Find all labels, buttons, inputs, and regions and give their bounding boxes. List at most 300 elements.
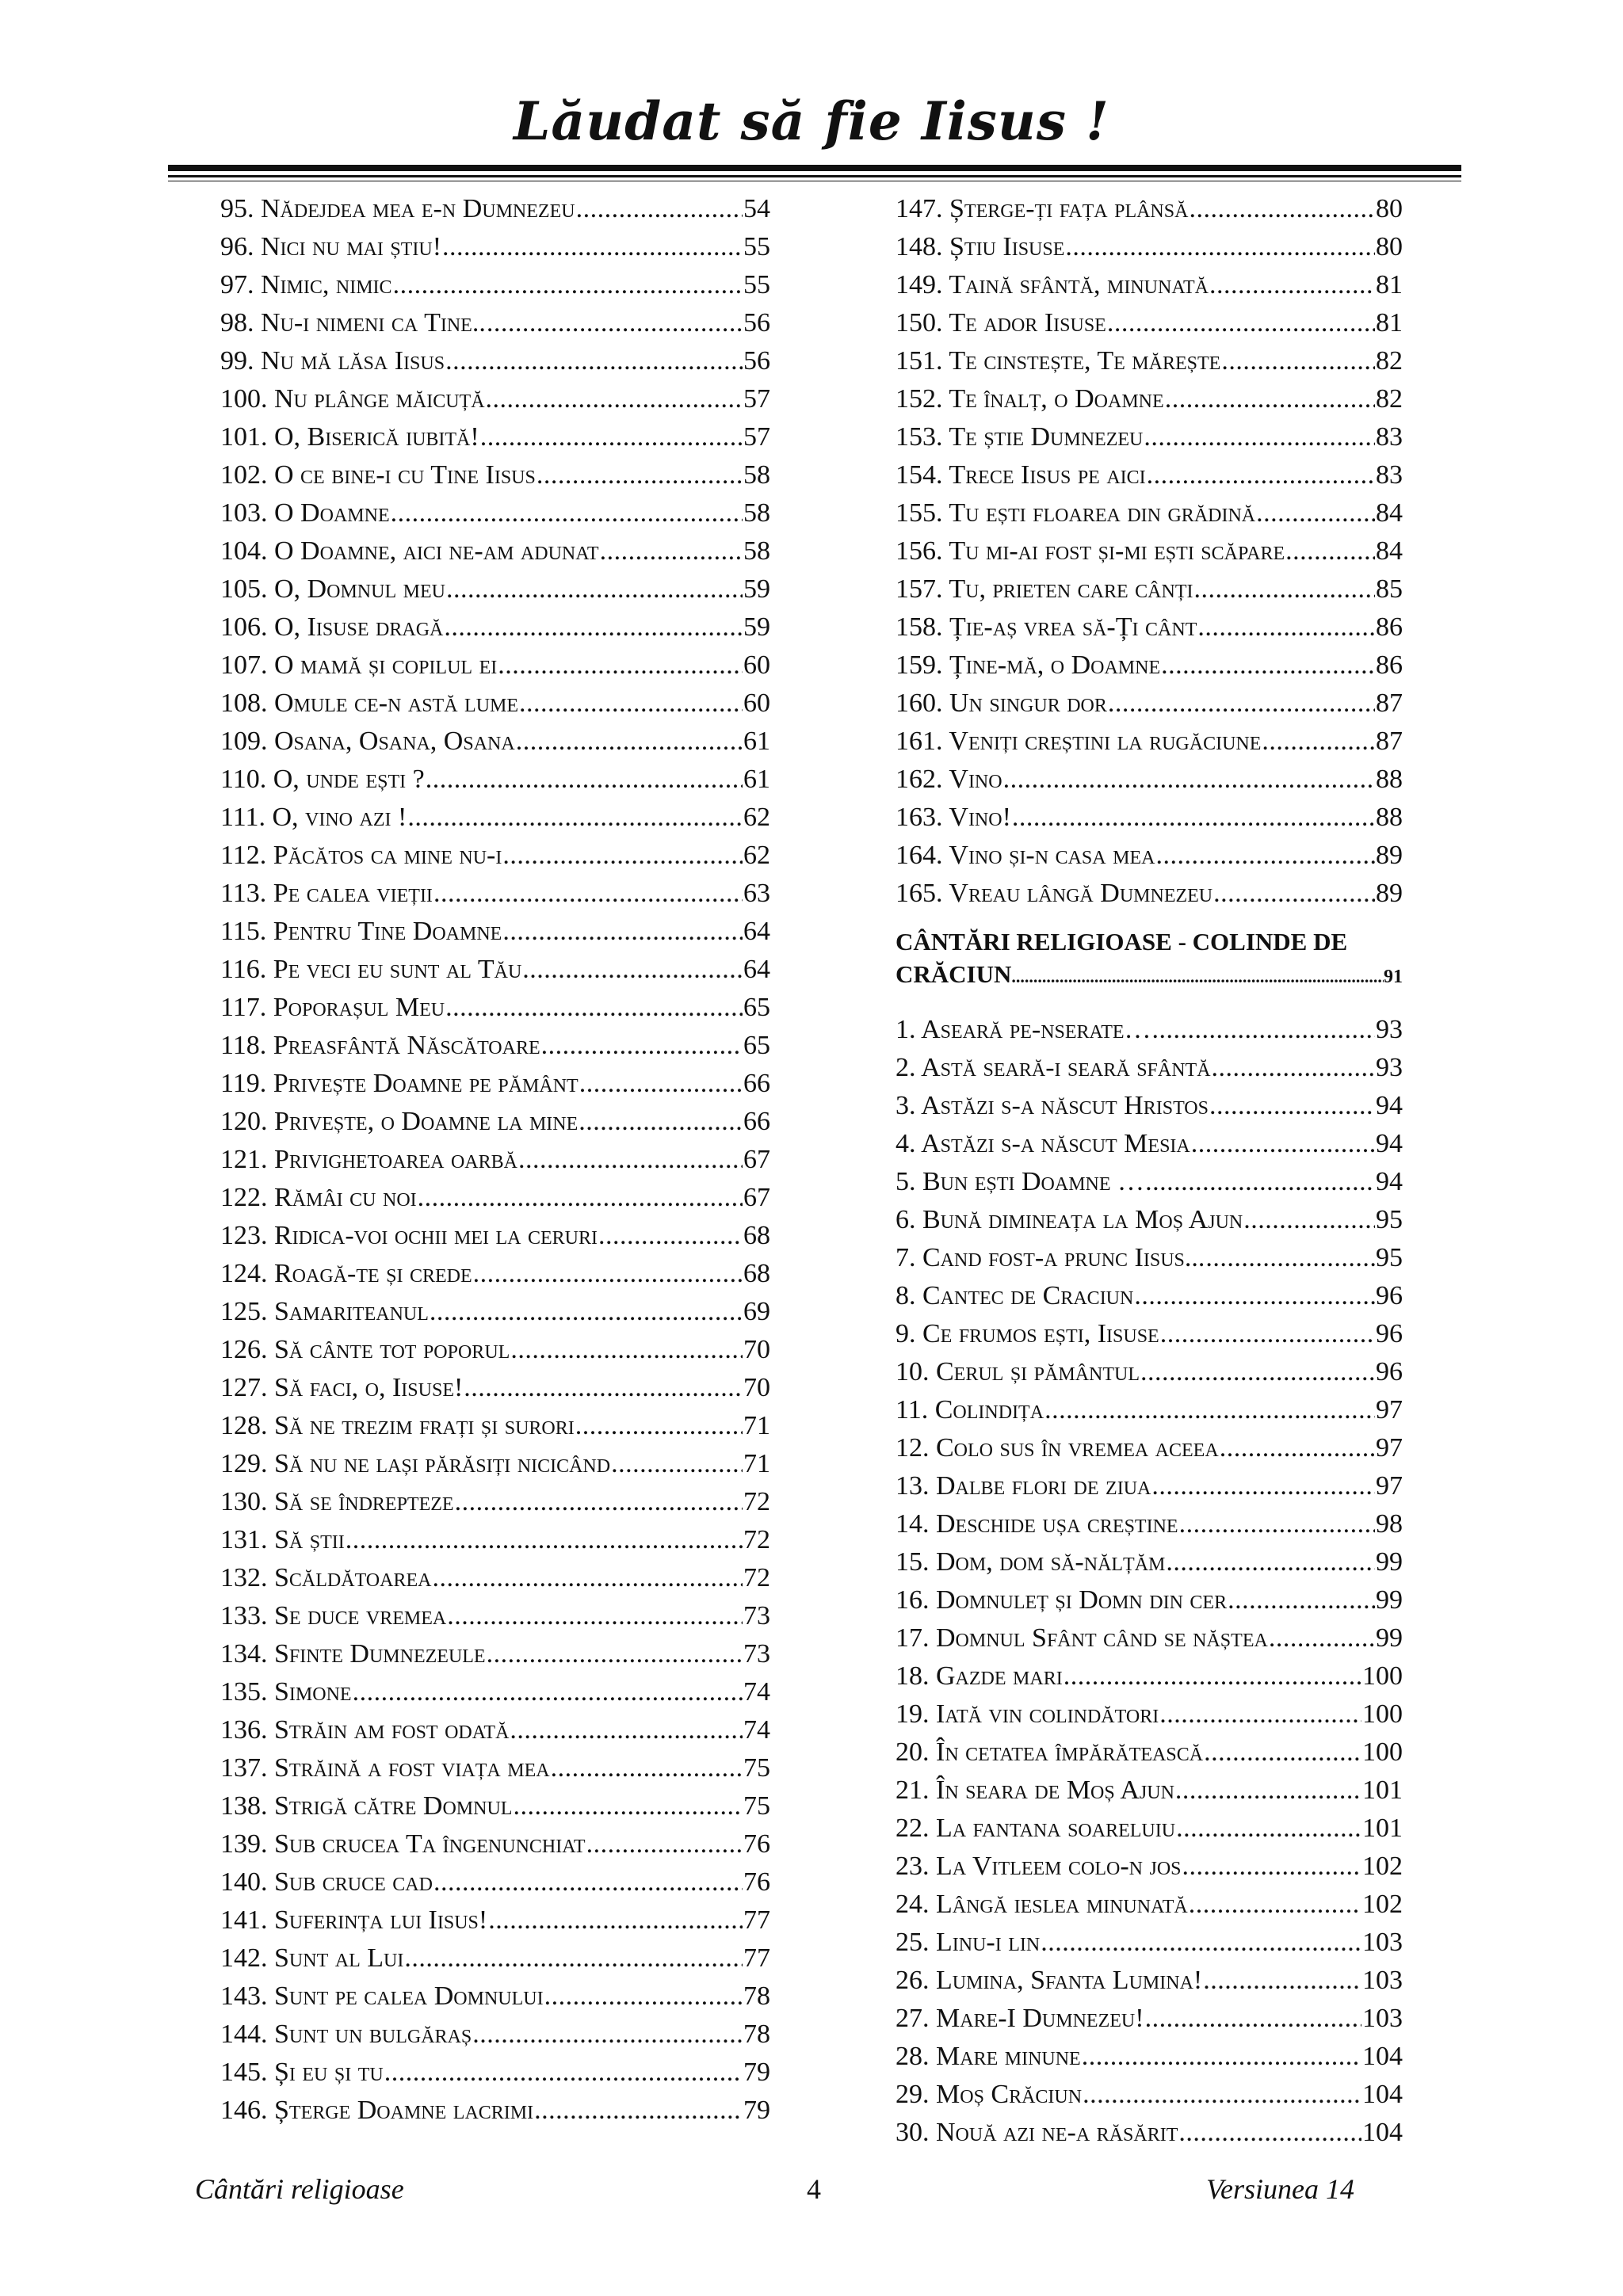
toc-entry-page: 96: [1376, 1319, 1403, 1348]
leader-dots: [404, 1939, 743, 1978]
toc-entry[interactable]: [896, 456, 1403, 494]
toc-entry[interactable]: [896, 875, 1403, 913]
section-title-line1: CÂNTĂRI RELIGIOASE - COLINDE DE: [896, 928, 1348, 955]
toc-entry-page: 97: [1376, 1433, 1403, 1463]
toc-entry-page: 104: [1362, 2118, 1403, 2147]
toc-entry[interactable]: [220, 1217, 770, 1255]
leader-dots: [598, 1217, 743, 1255]
leader-dots: [473, 1255, 743, 1293]
toc-entry[interactable]: [896, 494, 1403, 532]
toc-entry[interactable]: [896, 2114, 1403, 2152]
toc-entry-page: 103: [1362, 1928, 1403, 1957]
toc-entry-title: 121. Privighetoarea oarbă: [220, 1145, 517, 1174]
toc-entry[interactable]: [220, 1141, 770, 1179]
leader-dots: [433, 1863, 743, 1901]
toc-entry[interactable]: [220, 342, 770, 380]
leader-dots: [1152, 1011, 1375, 1049]
leader-dots: [510, 1711, 743, 1749]
toc-entry-page: 97: [1376, 1395, 1403, 1425]
toc-entry-title: 19. Iată vin colindători: [896, 1699, 1159, 1729]
toc-entry[interactable]: [220, 1369, 770, 1407]
toc-entry[interactable]: [896, 1695, 1403, 1733]
toc-entry[interactable]: [896, 2076, 1403, 2114]
toc-entry-title: 116. Pe veci eu sunt al Tău: [220, 955, 522, 984]
toc-entry[interactable]: [896, 418, 1403, 456]
toc-entry-page: 72: [743, 1563, 770, 1592]
toc-entry[interactable]: [896, 1011, 1403, 1049]
toc-entry-page: 99: [1376, 1623, 1403, 1653]
toc-entry-title: 23. La Vitleem colo-n jos: [896, 1852, 1182, 1881]
toc-entry[interactable]: [220, 304, 770, 342]
toc-entry[interactable]: [896, 1581, 1403, 1619]
leader-dots: [430, 1293, 743, 1331]
leader-dots: [1221, 342, 1375, 380]
toc-entry-title: 109. Osana, Osana, Osana: [220, 727, 515, 756]
toc-entry[interactable]: [896, 1657, 1403, 1695]
toc-entry-title: 151. Te cinstește, Te mărește: [896, 346, 1221, 376]
leader-dots: [1191, 1125, 1375, 1163]
toc-entry[interactable]: [220, 1901, 770, 1939]
toc-entry[interactable]: [220, 1939, 770, 1978]
toc-entry-page: 68: [743, 1259, 770, 1288]
toc-entry-page: 96: [1376, 1281, 1403, 1310]
toc-entry[interactable]: [220, 494, 770, 532]
leader-dots: [384, 2054, 743, 2092]
toc-entry-title: 138. Strigă către Domnul: [220, 1791, 513, 1821]
toc-entry[interactable]: [220, 1103, 770, 1141]
toc-entry[interactable]: [896, 380, 1403, 418]
toc-entry-title: 13. Dalbe flori de ziua: [896, 1471, 1151, 1501]
toc-entry-page: 72: [743, 1487, 770, 1516]
toc-entry[interactable]: [896, 1543, 1403, 1581]
leader-dots: [534, 2092, 743, 2130]
toc-entry-title: 128. Să ne trezim frați și surori: [220, 1411, 575, 1440]
toc-entry-title: 135. Simone: [220, 1677, 352, 1707]
toc-entry-page: 54: [743, 194, 770, 223]
footer-book-title: Cântări religioase: [195, 2173, 404, 2205]
leader-dots: [502, 913, 743, 951]
toc-entry[interactable]: [220, 1787, 770, 1825]
leader-dots: [1178, 2114, 1361, 2152]
toc-entry-title: 150. Te ador Iisuse: [896, 308, 1106, 338]
toc-entry-title: 162. Vino: [896, 765, 1002, 794]
toc-entry-title: 163. Vino!: [896, 803, 1011, 832]
leader-dots: [1179, 1505, 1375, 1543]
toc-entry-page: 81: [1376, 270, 1403, 299]
footer-version: Versiunea 14: [1206, 2173, 1354, 2205]
toc-entry-page: 77: [743, 1943, 770, 1973]
toc-entry[interactable]: [220, 2054, 770, 2092]
section-title-text: CRĂCIUN: [896, 960, 1012, 988]
toc-entry-title: 158. Ție-aș vrea să-Ți cânt: [896, 612, 1197, 642]
toc-entry[interactable]: [220, 1559, 770, 1597]
toc-entry[interactable]: [896, 304, 1403, 342]
leader-dots: [1140, 1353, 1375, 1391]
toc-entry[interactable]: [896, 228, 1403, 266]
toc-entry[interactable]: [220, 1445, 770, 1483]
toc-entry[interactable]: [220, 913, 770, 951]
toc-entry[interactable]: [220, 1597, 770, 1635]
leader-dots: [472, 2016, 743, 2054]
toc-entry[interactable]: [896, 1886, 1403, 1924]
toc-entry-page: 70: [743, 1373, 770, 1402]
leader-dots: [522, 951, 743, 989]
toc-entry-page: 58: [743, 460, 770, 490]
toc-entry-page: 55: [743, 270, 770, 299]
leader-dots: [575, 1407, 743, 1445]
leader-dots: [1107, 304, 1375, 342]
toc-entry[interactable]: [220, 723, 770, 761]
toc-entry-title: 126. Să cânte tot poporul: [220, 1335, 510, 1364]
toc-entry[interactable]: [896, 1467, 1403, 1505]
toc-entry[interactable]: [220, 1863, 770, 1901]
toc-entry[interactable]: [220, 1521, 770, 1559]
toc-entry-title: 110. O, unde ești ?: [220, 765, 425, 794]
leader-dots: [551, 1749, 743, 1787]
toc-entry-page: 58: [743, 536, 770, 566]
toc-entry[interactable]: [220, 989, 770, 1027]
toc-entry-title: 28. Mare minune: [896, 2042, 1081, 2071]
toc-entry[interactable]: [220, 1635, 770, 1673]
toc-entry[interactable]: [220, 418, 770, 456]
toc-entry-title: 104. O Doamne, aici ne-am adunat: [220, 536, 599, 566]
toc-entry[interactable]: [896, 799, 1403, 837]
toc-entry[interactable]: [220, 685, 770, 723]
toc-entry[interactable]: [220, 380, 770, 418]
toc-entry[interactable]: [896, 1810, 1403, 1848]
toc-entry-page: 82: [1376, 346, 1403, 376]
toc-entry-title: 97. Nimic, nimic: [220, 270, 392, 299]
leader-dots: [446, 570, 743, 608]
leader-dots: [1012, 799, 1375, 837]
toc-entry-page: 76: [743, 1829, 770, 1859]
leader-dots: [393, 266, 743, 304]
toc-entry[interactable]: [220, 1179, 770, 1217]
toc-entry-title: 118. Preasfântă Născătoare: [220, 1031, 540, 1060]
leader-dots: [487, 304, 743, 342]
toc-entry[interactable]: [896, 608, 1403, 646]
leader-dots: [418, 1179, 743, 1217]
toc-entry[interactable]: [896, 1429, 1403, 1467]
toc-entry[interactable]: [220, 1027, 770, 1065]
leader-dots: [541, 1027, 743, 1065]
leader-dots: [1212, 1049, 1375, 1087]
toc-entry-page: 97: [1376, 1471, 1403, 1501]
leader-dots: [502, 837, 743, 875]
toc-entry-title: 127. Să faci, o, Iisuse!: [220, 1373, 464, 1402]
toc-entry-title: 3. Astăzi s-a născut Hristos: [896, 1091, 1209, 1120]
toc-entry[interactable]: [896, 1848, 1403, 1886]
leader-dots: [1166, 1543, 1375, 1581]
leader-dots: [445, 342, 743, 380]
leader-dots: [426, 761, 743, 799]
leader-dots: [1285, 532, 1375, 570]
toc-entry-page: 94: [1376, 1091, 1403, 1120]
toc-entry-page: 84: [1376, 536, 1403, 566]
toc-entry-title: 137. Străină a fost viața mea: [220, 1753, 550, 1783]
toc-entry-title: 103. O Doamne: [220, 498, 390, 528]
toc-entry-page: 59: [743, 612, 770, 642]
toc-entry-title: 17. Domnul Sfânt când se năștea: [896, 1623, 1268, 1653]
toc-entry[interactable]: [220, 532, 770, 570]
toc-entry-title: 18. Gazde mari: [896, 1661, 1063, 1691]
toc-entry[interactable]: [220, 1293, 770, 1331]
toc-entry-title: 101. O, Biserică iubită!: [220, 422, 479, 452]
leader-dots: [1243, 1201, 1375, 1239]
toc-entry-title: 96. Nici nu mai știu!: [220, 232, 442, 261]
toc-entry[interactable]: [220, 799, 770, 837]
toc-entry-page: 75: [743, 1753, 770, 1783]
leader-dots: [510, 1331, 743, 1369]
leader-dots: [611, 1445, 743, 1483]
toc-entry[interactable]: [896, 1201, 1403, 1239]
leader-dots: [1145, 1163, 1375, 1201]
toc-entry[interactable]: [220, 1711, 770, 1749]
toc-entry[interactable]: [896, 190, 1403, 228]
toc-entry-title: 106. O, Iisuse dragă: [220, 612, 444, 642]
leader-dots: [1159, 1695, 1361, 1733]
toc-entry-page: 77: [743, 1905, 770, 1935]
toc-entry[interactable]: [896, 1733, 1403, 1772]
toc-entry-title: 6. Bună dimineața la Moș Ajun: [896, 1205, 1243, 1234]
leader-dots: [1269, 1619, 1375, 1657]
leader-dots: [1155, 837, 1375, 875]
toc-entry-title: 95. Nădejdea mea e-n Dumnezeu: [220, 194, 575, 223]
toc-entry-page: 67: [743, 1183, 770, 1212]
toc-entry[interactable]: [896, 1924, 1403, 1962]
toc-entry[interactable]: [896, 646, 1403, 685]
leader-dots: [1144, 418, 1375, 456]
toc-entry-page: 61: [743, 765, 770, 794]
toc-entry-title: 25. Linu-i lin: [896, 1928, 1041, 1957]
toc-entry-page: 79: [743, 2096, 770, 2125]
toc-entry[interactable]: [896, 1163, 1403, 1201]
leader-dots: [1041, 1924, 1361, 1962]
toc-entry[interactable]: [220, 1825, 770, 1863]
toc-entry-page: 100: [1362, 1737, 1403, 1767]
toc-entry-page: 78: [743, 2019, 770, 2049]
header-rule-medium: [168, 175, 1461, 177]
leader-dots: [455, 1483, 743, 1521]
toc-entry[interactable]: [220, 646, 770, 685]
toc-entry[interactable]: [896, 1239, 1403, 1277]
toc-entry-page: 78: [743, 1981, 770, 2011]
toc-entry-page: 60: [743, 650, 770, 680]
leader-dots: [579, 1103, 743, 1141]
toc-entry-title: 16. Domnuleț și Domn din cer: [896, 1585, 1228, 1615]
leader-dots: [1176, 1810, 1361, 1848]
toc-entry[interactable]: [220, 875, 770, 913]
leader-dots: [1205, 1239, 1375, 1277]
leader-dots: [586, 1825, 743, 1863]
toc-entry[interactable]: [220, 1407, 770, 1445]
toc-entry-page: 94: [1376, 1167, 1403, 1196]
toc-entry[interactable]: [220, 190, 770, 228]
toc-entry-page: 93: [1376, 1015, 1403, 1044]
toc-right-top-list: [896, 190, 1403, 913]
toc-entry[interactable]: [220, 608, 770, 646]
leader-dots: [519, 685, 743, 723]
toc-entry[interactable]: [896, 2038, 1403, 2076]
toc-entry-title: 139. Sub crucea Ta îngenunchiat: [220, 1829, 586, 1859]
leader-dots: [1147, 456, 1375, 494]
toc-entry-page: 62: [743, 841, 770, 870]
leader-dots: [1083, 2076, 1361, 2114]
toc-entry[interactable]: [896, 1125, 1403, 1163]
toc-entry-page: 73: [743, 1601, 770, 1630]
toc-entry[interactable]: [220, 2092, 770, 2130]
toc-entry-title: 98. Nu-i nimeni ca Tine..: [220, 308, 486, 338]
toc-entry-title: 102. O ce bine-i cu Tine Iisus: [220, 460, 536, 490]
toc-entry[interactable]: [220, 266, 770, 304]
toc-entry-title: 156. Tu mi-ai fost și-mi ești scăpare: [896, 536, 1285, 566]
toc-entry[interactable]: [896, 1315, 1403, 1353]
toc-entry[interactable]: [220, 1331, 770, 1369]
toc-entry-title: 105. O, Domnul meu: [220, 574, 445, 604]
leader-dots: [537, 456, 743, 494]
leader-dots: [1145, 2000, 1361, 2038]
toc-entry-page: 79: [743, 2058, 770, 2087]
toc-entry-title: 119. Privește Doamne pe pământ: [220, 1069, 579, 1098]
toc-entry[interactable]: [220, 1978, 770, 2016]
toc-entry-title: 4. Astăzi s-a născut Mesia: [896, 1129, 1190, 1158]
leader-dots: [1262, 723, 1375, 761]
toc-entry[interactable]: [896, 1619, 1403, 1657]
section-page-number: 91: [1384, 967, 1403, 987]
toc-entry-title: 14. Deschide ușa creștine: [896, 1509, 1178, 1539]
toc-entry[interactable]: [220, 1673, 770, 1711]
leader-dots: [1182, 1848, 1361, 1886]
toc-entry[interactable]: [896, 1353, 1403, 1391]
toc-entry-page: 87: [1376, 688, 1403, 718]
toc-entry-page: 88: [1376, 765, 1403, 794]
toc-entry-page: 103: [1362, 1966, 1403, 1995]
toc-entry-title: 132. Scăldătoarea: [220, 1563, 432, 1592]
toc-entry[interactable]: [220, 228, 770, 266]
toc-entry-title: 145. Și eu și tu: [220, 2058, 384, 2087]
toc-entry-page: 67: [743, 1145, 770, 1174]
toc-entry[interactable]: [896, 1049, 1403, 1087]
toc-entry-page: 87: [1376, 727, 1403, 756]
leader-dots: [445, 989, 743, 1027]
toc-entry-page: 74: [743, 1715, 770, 1745]
toc-entry-page: 89: [1376, 879, 1403, 908]
toc-entry-title: 7. Cand fost-a prunc Iisus...: [896, 1243, 1205, 1272]
toc-entry-title: 20. În cetatea împărătească: [896, 1737, 1204, 1767]
leader-dots: [1189, 1886, 1361, 1924]
toc-entry-page: 93: [1376, 1053, 1403, 1082]
leader-dots: [1213, 875, 1375, 913]
toc-entry[interactable]: [896, 342, 1403, 380]
leader-dots: [1204, 1733, 1361, 1772]
toc-entry-page: 94: [1376, 1129, 1403, 1158]
toc-entry[interactable]: [220, 1065, 770, 1103]
toc-entry[interactable]: [896, 1772, 1403, 1810]
toc-entry-title: 147. Șterge-ți fața plânsă: [896, 194, 1189, 223]
toc-entry-page: 64: [743, 917, 770, 946]
toc-entry-title: 107. O mamă și copilul ei: [220, 650, 498, 680]
toc-entry[interactable]: [896, 2000, 1403, 2038]
toc-entry[interactable]: [220, 1483, 770, 1521]
toc-entry[interactable]: [220, 1255, 770, 1293]
toc-entry-title: 122. Rămâi cu noi: [220, 1183, 417, 1212]
toc-entry[interactable]: [220, 456, 770, 494]
toc-entry[interactable]: [896, 1505, 1403, 1543]
toc-entry-page: 95: [1376, 1243, 1403, 1272]
toc-entry[interactable]: [220, 761, 770, 799]
toc-entry-title: 159. Ține-mă, o Doamne: [896, 650, 1161, 680]
toc-entry-title: 130. Să se îndrepteze: [220, 1487, 454, 1516]
toc-entry-page: 103: [1362, 2004, 1403, 2033]
toc-entry[interactable]: [896, 1962, 1403, 2000]
toc-entry-title: 148. Știu Iisuse: [896, 232, 1065, 261]
toc-entry-title: 111. O, vino azi !: [220, 803, 407, 832]
leader-dots: [516, 723, 743, 761]
toc-entry-title: 5. Bun ești Doamne …: [896, 1167, 1145, 1196]
toc-entry[interactable]: [220, 2016, 770, 2054]
toc-entry-title: 115. Pentru Tine Doamne: [220, 917, 502, 946]
toc-entry-title: 100. Nu plânge măicuță: [220, 384, 485, 414]
toc-entry-title: 134. Sfinte Dumnezeule: [220, 1639, 486, 1669]
toc-entry[interactable]: [896, 837, 1403, 875]
toc-entry[interactable]: [220, 837, 770, 875]
toc-entry-title: 2. Astă seară-i seară sfântă: [896, 1053, 1211, 1082]
toc-entry-page: 60: [743, 688, 770, 718]
leader-dots: [486, 380, 743, 418]
toc-entry[interactable]: [220, 1749, 770, 1787]
toc-entry-title: 142. Sunt al Lui: [220, 1943, 404, 1973]
toc-entry-title: 108. Omule ce-n astă lume: [220, 688, 519, 718]
toc-entry[interactable]: [896, 1277, 1403, 1315]
toc-entry[interactable]: [220, 951, 770, 989]
toc-entry-page: 65: [743, 993, 770, 1022]
toc-left-column: [220, 190, 770, 2130]
toc-entry-page: 99: [1376, 1585, 1403, 1615]
toc-entry-page: 64: [743, 955, 770, 984]
toc-entry-page: 84: [1376, 498, 1403, 528]
leader-dots: [1134, 1277, 1375, 1315]
toc-entry-title: 10. Cerul și pământul: [896, 1357, 1140, 1386]
toc-entry-title: 129. Să nu ne lași părăsiți nicicând: [220, 1449, 611, 1478]
toc-entry-page: 58: [743, 498, 770, 528]
section-title-line2: [896, 958, 1403, 994]
toc-entry[interactable]: [896, 761, 1403, 799]
toc-entry[interactable]: [896, 266, 1403, 304]
toc-entry[interactable]: [896, 1087, 1403, 1125]
leader-dots: [1228, 1581, 1375, 1619]
toc-section-heading[interactable]: [896, 925, 1403, 994]
toc-entry-title: 154. Trece Iisus pe aici: [896, 460, 1146, 490]
toc-entry[interactable]: [896, 532, 1403, 570]
toc-entry[interactable]: [896, 570, 1403, 608]
toc-right-column: [896, 190, 1403, 2152]
toc-entry[interactable]: [220, 570, 770, 608]
toc-entry-title: 152. Te înalț, o Doamne: [896, 384, 1164, 414]
leader-dots: [1011, 960, 1384, 993]
toc-entry-title: 27. Mare-I Dumnezeu!: [896, 2004, 1144, 2033]
toc-entry[interactable]: [896, 685, 1403, 723]
toc-entry[interactable]: [896, 723, 1403, 761]
toc-entry[interactable]: [896, 1391, 1403, 1429]
toc-entry-page: 71: [743, 1411, 770, 1440]
leader-dots: [487, 1635, 743, 1673]
toc-entry-title: 136. Străin am fost odată: [220, 1715, 510, 1745]
leader-dots: [353, 1673, 743, 1711]
toc-entry-title: 24. Lângă ieslea minunată: [896, 1890, 1188, 1919]
toc-entry-page: 57: [743, 384, 770, 414]
toc-entry-title: 153. Te știe Dumnezeu: [896, 422, 1144, 452]
toc-entry-title: 161. Veniți creștini la rugăciune: [896, 727, 1262, 756]
